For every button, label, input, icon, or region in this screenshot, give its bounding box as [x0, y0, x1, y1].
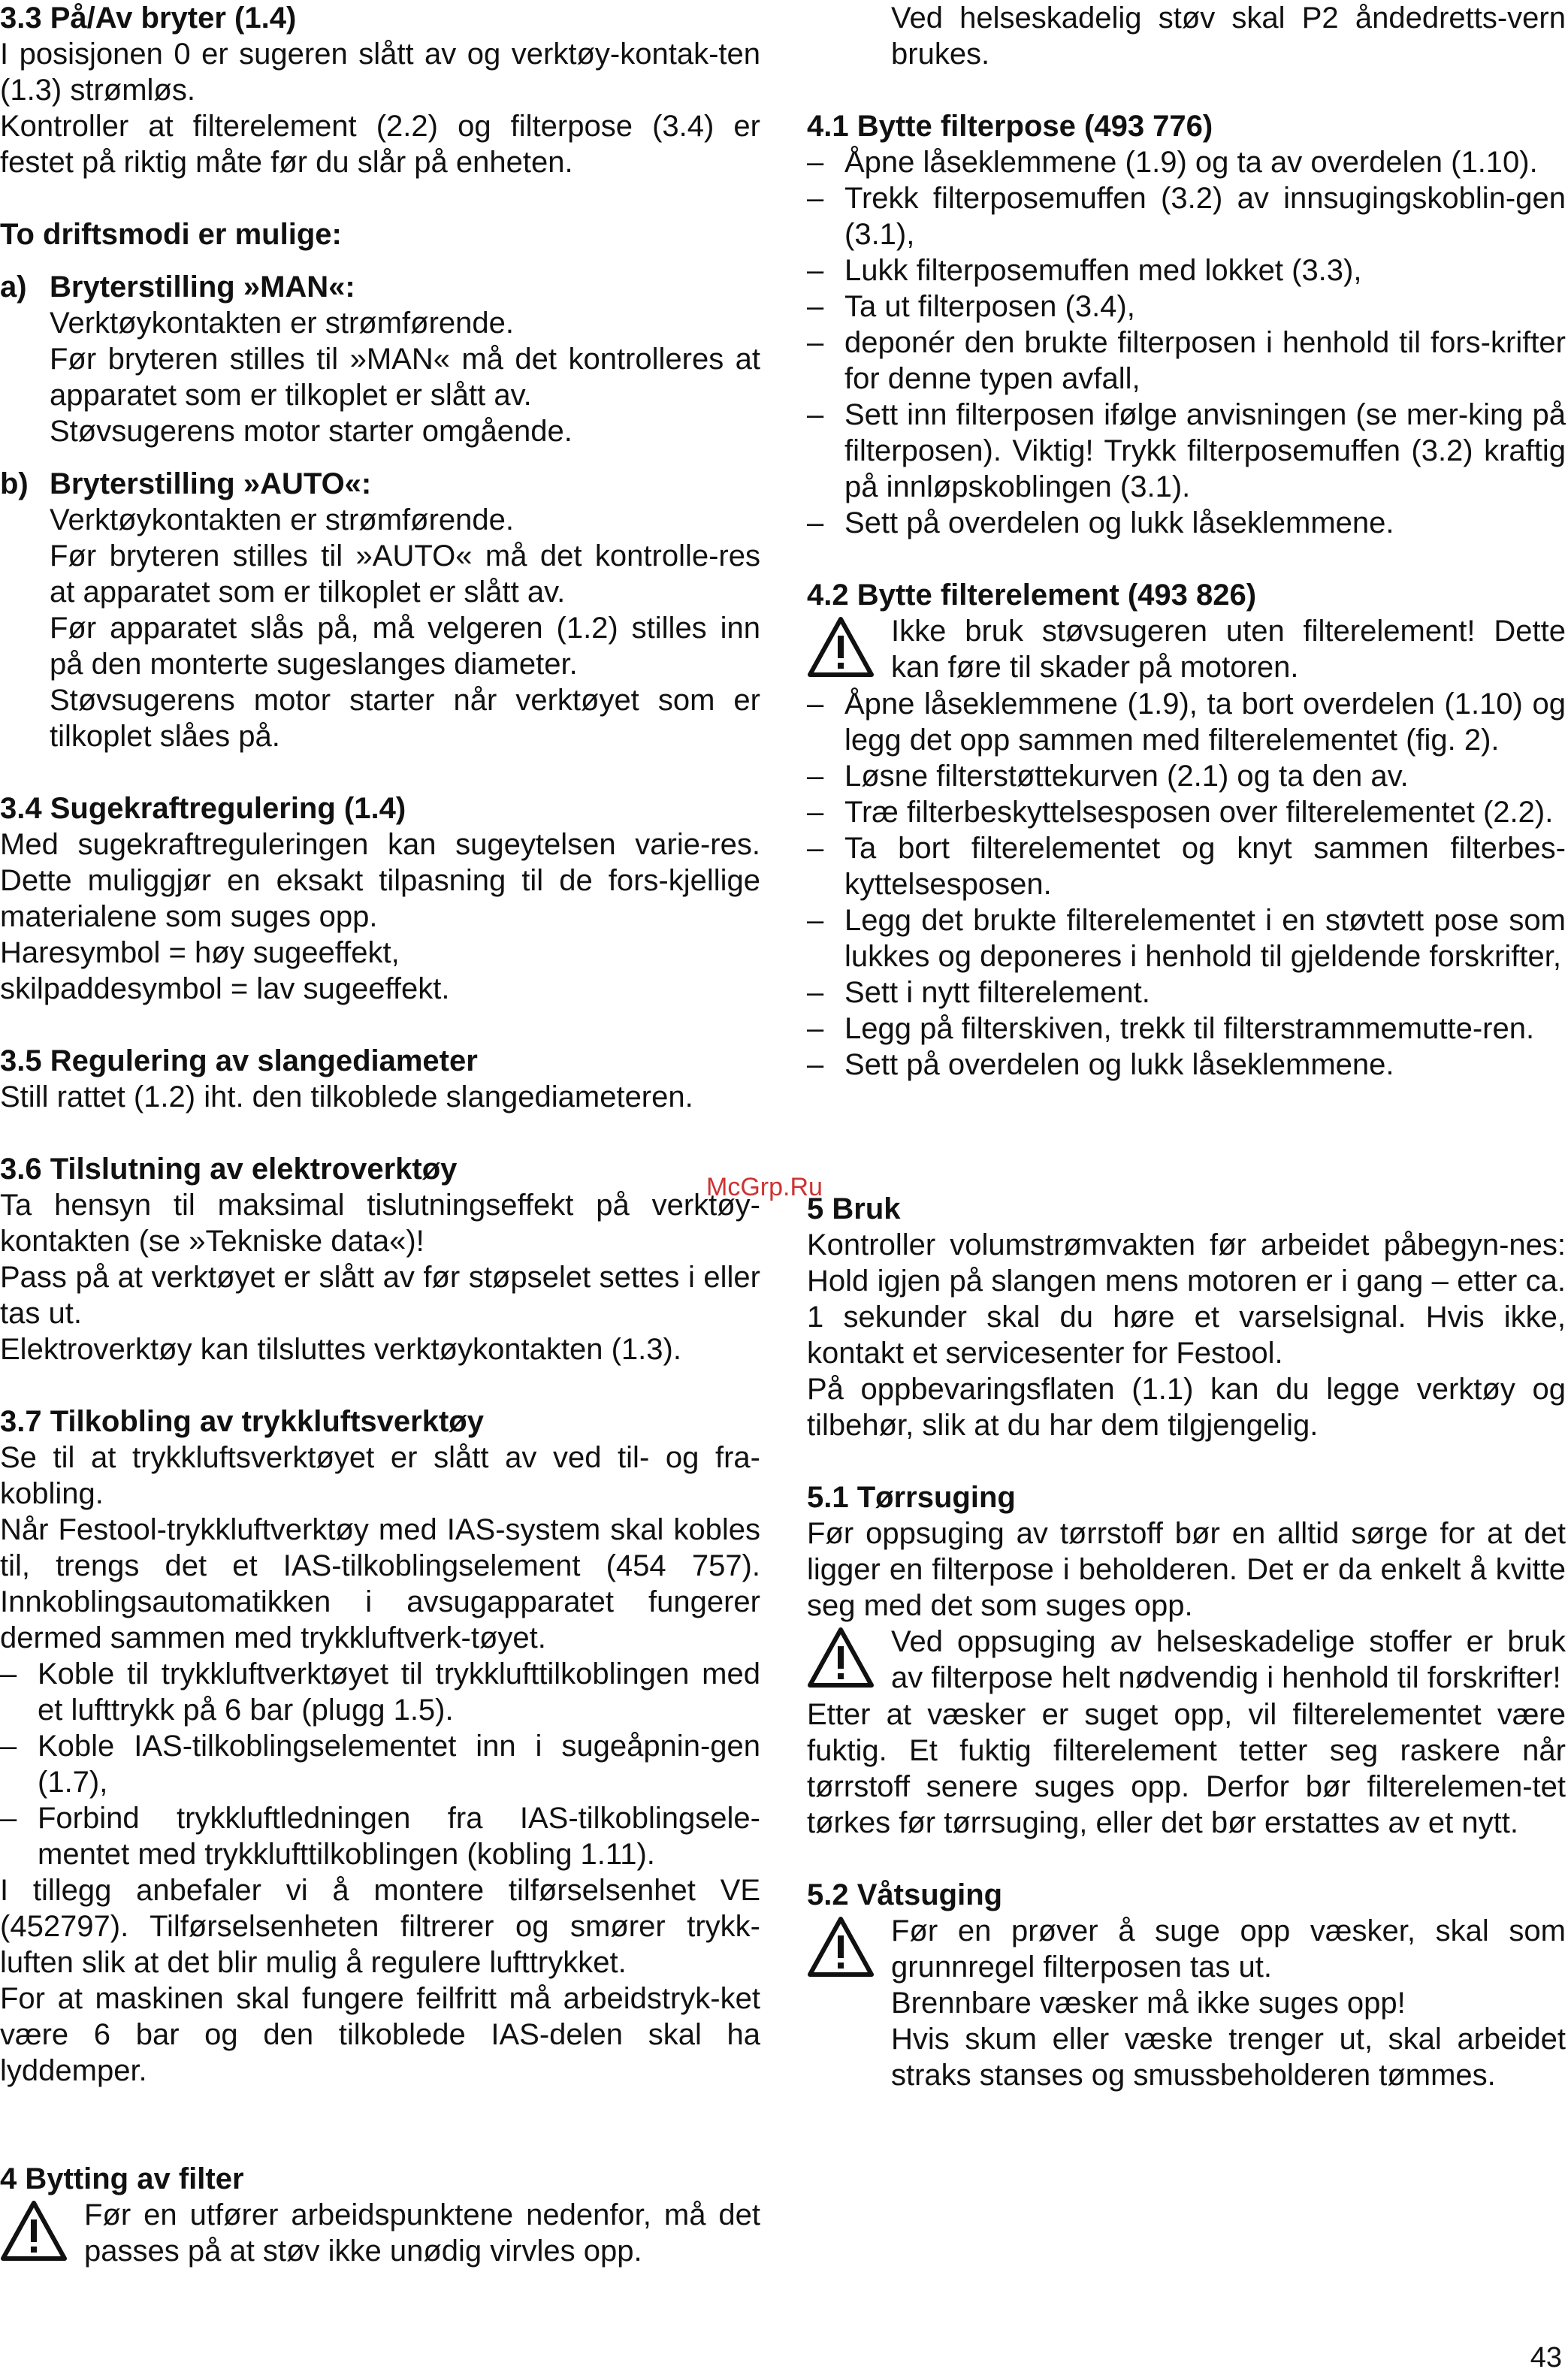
list-item: – Sett på overdelen og lukk låseklemmene. [807, 1048, 1394, 1081]
option-b-line: Verktøykontakten er strømførende. [50, 503, 514, 536]
option-a-line: Før bryteren stilles til »MAN« må det kontrolleres at apparatet som er tilkoplet er slått av. [50, 343, 760, 412]
list-item: – Ta ut filterposen (3.4), [807, 290, 1135, 323]
section-5-1-heading: 5.1 Tørrsuging [807, 1481, 1016, 1514]
list-item: – Forbind trykkluftledningen fra IAS-tilkoblingsele-mentet med trykklufttilkoblingen (kobling 1.11). [0, 1802, 760, 1871]
list-item: – Legg det brukte filterelementet i en støvtett pose som lukkes og deponeres i henhold til gjeldende forskrifter, [807, 904, 1566, 973]
option-b-line: Støvsugerens motor starter når verktøyet som er tilkoplet slåes på. [50, 684, 760, 753]
section-3-5-heading: 3.5 Regulering av slangediameter [0, 1044, 478, 1077]
warning-line: Før en prøver å suge opp væsker, skal som grunnregel filterposen tas ut. [891, 1914, 1566, 1984]
paragraph: For at maskinen skal fungere feilfritt må arbeidstryk-ket være 6 bar og den tilkoblede IAS-delen skal ha lyddemper. [0, 1982, 760, 2087]
option-b [0, 466, 760, 754]
section-3-4-heading: 3.4 Sugekraftregulering (1.4) [0, 792, 406, 825]
page-number: 43 [1530, 2342, 1562, 2373]
paragraph: Når Festool-trykkluftverktøy med IAS-system skal kobles til, trengs det et IAS-tilkoblingselement (454 757). Innkoblingsautomatikken i avsugapparatet fungerer dermed sammen med trykkluftverk-tøyet. [0, 1513, 760, 1654]
list-item: – Sett på overdelen og lukk låseklemmene. [807, 506, 1394, 539]
list-item: – Sett i nytt filterelement. [807, 976, 1150, 1009]
warning-icon [807, 613, 891, 686]
section-5-heading: 5 Bruk [807, 1192, 901, 1225]
warning-icon [807, 1913, 891, 2093]
right-column [807, 0, 1566, 2093]
section-5-2-heading: 5.2 Våtsuging [807, 1878, 1003, 1911]
option-a-line: Støvsugerens motor starter omgående. [50, 415, 573, 448]
paragraph: skilpaddesymbol = lav sugeeffekt. [0, 972, 450, 1005]
paragraph: Kontroller volumstrømvakten før arbeidet påbegyn-nes: Hold igjen på slangen mens motoren er i gang – etter ca. 1 sekunder skal du høre et varselsignal. Hvis ikke, kontakt et servicesenter for Festool. [807, 1228, 1566, 1370]
paragraph: Se til at trykkluftsverktøyet er slått av ved til- og fra-kobling. [0, 1441, 760, 1510]
paragraph: I posisjonen 0 er sugeren slått av og verktøy-kontak-ten (1.3) strømløs. [0, 38, 760, 107]
list-item: – Lukk filterposemuffen med lokket (3.3), [807, 254, 1362, 287]
list-item: – deponér den brukte filterposen i henhold til fors-krifter for denne typen avfall, [807, 326, 1566, 395]
warning-icon [0, 2197, 84, 2270]
option-a-label: a) [0, 270, 27, 304]
warning-line: Hvis skum eller væske trenger ut, skal arbeidet straks stanses og smussbeholderen tømmes. [891, 2023, 1566, 2092]
section-3-7-heading: 3.7 Tilkobling av trykkluftsverktøy [0, 1405, 484, 1438]
paragraph: Haresymbol = høy sugeeffekt, [0, 936, 400, 969]
warning-block [807, 1913, 1566, 2093]
warning-block: Ikke bruk støvsugeren uten filterelement! Dette kan føre til skader på motoren. [807, 613, 1566, 686]
paragraph: Ta hensyn til maksimal tislutningseffekt på verktøy-kontakten (se »Tekniske data«)! [0, 1189, 760, 1258]
list-item: – Koble IAS-tilkoblingselementet inn i sugeåpnin-gen (1.7), [0, 1730, 760, 1799]
modes-heading: To driftsmodi er mulige: [0, 218, 342, 251]
section-4-heading: 4 Bytting av filter [0, 2162, 244, 2195]
warning-icon [807, 1624, 891, 1697]
paragraph: Før oppsuging av tørrstoff bør en alltid sørge for at det ligger en filterpose i beholderen. Det er da enkelt å kvitte seg med det som suges opp. [807, 1517, 1566, 1622]
paragraph: Pass på at verktøyet er slått av før støpselet settes i eller tas ut. [0, 1261, 760, 1330]
paragraph: Kontroller at filterelement (2.2) og filterpose (3.4) er festet på riktig måte før du slår på enheten. [0, 110, 760, 179]
warning-continuation: Ved helseskadelig støv skal P2 åndedretts-vern brukes. [891, 2, 1566, 71]
list-item: – Åpne låseklemmene (1.9), ta bort overdelen (1.10) og legg det opp sammen med filterelementet (fig. 2). [807, 687, 1566, 757]
paragraph: På oppbevaringsflaten (1.1) kan du legge verktøy og tilbehør, slik at du har dem tilgjengelig. [807, 1373, 1566, 1442]
warning-block: Før en utfører arbeidspunktene nedenfor, må det passes på at støv ikke unødig virvles opp. [0, 2197, 760, 2270]
option-b-label: b) [0, 467, 29, 500]
warning-block: Ved oppsuging av helseskadelige stoffer er bruk av filterpose helt nødvendig i henhold til forskrifter! [807, 1624, 1566, 1697]
section-3-3-heading: 3.3 På/Av bryter (1.4) [0, 2, 297, 35]
watermark: McGrp.Ru [706, 1173, 823, 1201]
paragraph: Elektroverktøy kan tilsluttes verktøykontakten (1.3). [0, 1333, 681, 1366]
list-item: – Løsne filterstøttekurven (2.1) og ta den av. [807, 760, 1409, 793]
list-item: – Ta bort filterelementet og knyt sammen filterbes-kyttelsesposen. [807, 832, 1566, 901]
paragraph: Still rattet (1.2) iht. den tilkoblede slangediameteren. [0, 1080, 693, 1113]
paragraph: Etter at væsker er suget opp, vil filterelementet være fuktig. Et fuktig filterelement tetter seg raskere når tørrstoff senere suges opp. Derfor bør filterelemen-tet tørkes før tørrsuging, eller det bør erstattes av et nytt. [807, 1698, 1566, 1839]
list-item: – Træ filterbeskyttelsesposen over filterelementet (2.2). [807, 796, 1554, 829]
list-item: – Koble til trykkluftverktøyet til trykklufttilkoblingen med et lufttrykk på 6 bar (plugg 1.5). [0, 1657, 760, 1727]
option-a-line: Verktøykontakten er strømførende. [50, 307, 514, 340]
list-item: – Sett inn filterposen ifølge anvisningen (se mer-king på filterposen). Viktig! Trykk filterposemuffen (3.2) kraftig på innløpskoblingen (3.1). [807, 398, 1566, 503]
section-3-6-heading: 3.6 Tilslutning av elektroverktøy [0, 1153, 458, 1186]
paragraph: Med sugekraftreguleringen kan sugeytelsen varie-res. Dette muliggjør en eksakt tilpasning til de fors-kjellige materialene som suges opp. [0, 828, 760, 933]
option-a [0, 269, 760, 449]
paragraph: I tillegg anbefaler vi å montere tilførselsenhet VE (452797). Tilførselsenheten filtrerer og smører trykk-luften slik at det blir mulig å regulere lufttrykket. [0, 1874, 760, 1979]
list-item: – Legg på filterskiven, trekk til filterstrammemutte-ren. [807, 1012, 1535, 1045]
warning-line: Brennbare væsker må ikke suges opp! [891, 1987, 1406, 2020]
list-item: – Åpne låseklemmene (1.9) og ta av overdelen (1.10). [807, 146, 1538, 179]
section-4-1-heading: 4.1 Bytte filterpose (493 776) [807, 110, 1213, 143]
option-b-title: Bryterstilling »AUTO«: [50, 467, 372, 500]
option-a-title: Bryterstilling »MAN«: [50, 270, 355, 304]
left-column [0, 0, 760, 2270]
option-b-line: Før bryteren stilles til »AUTO« må det kontrolle-res at apparatet som er tilkoplet er slått av. [50, 539, 760, 609]
list-item: – Trekk filterposemuffen (3.2) av innsugingskoblin-gen (3.1), [807, 182, 1566, 251]
option-b-line: Før apparatet slås på, må velgeren (1.2) stilles inn på den monterte sugeslanges diameter. [50, 612, 760, 681]
section-4-2-heading: 4.2 Bytte filterelement (493 826) [807, 579, 1257, 612]
